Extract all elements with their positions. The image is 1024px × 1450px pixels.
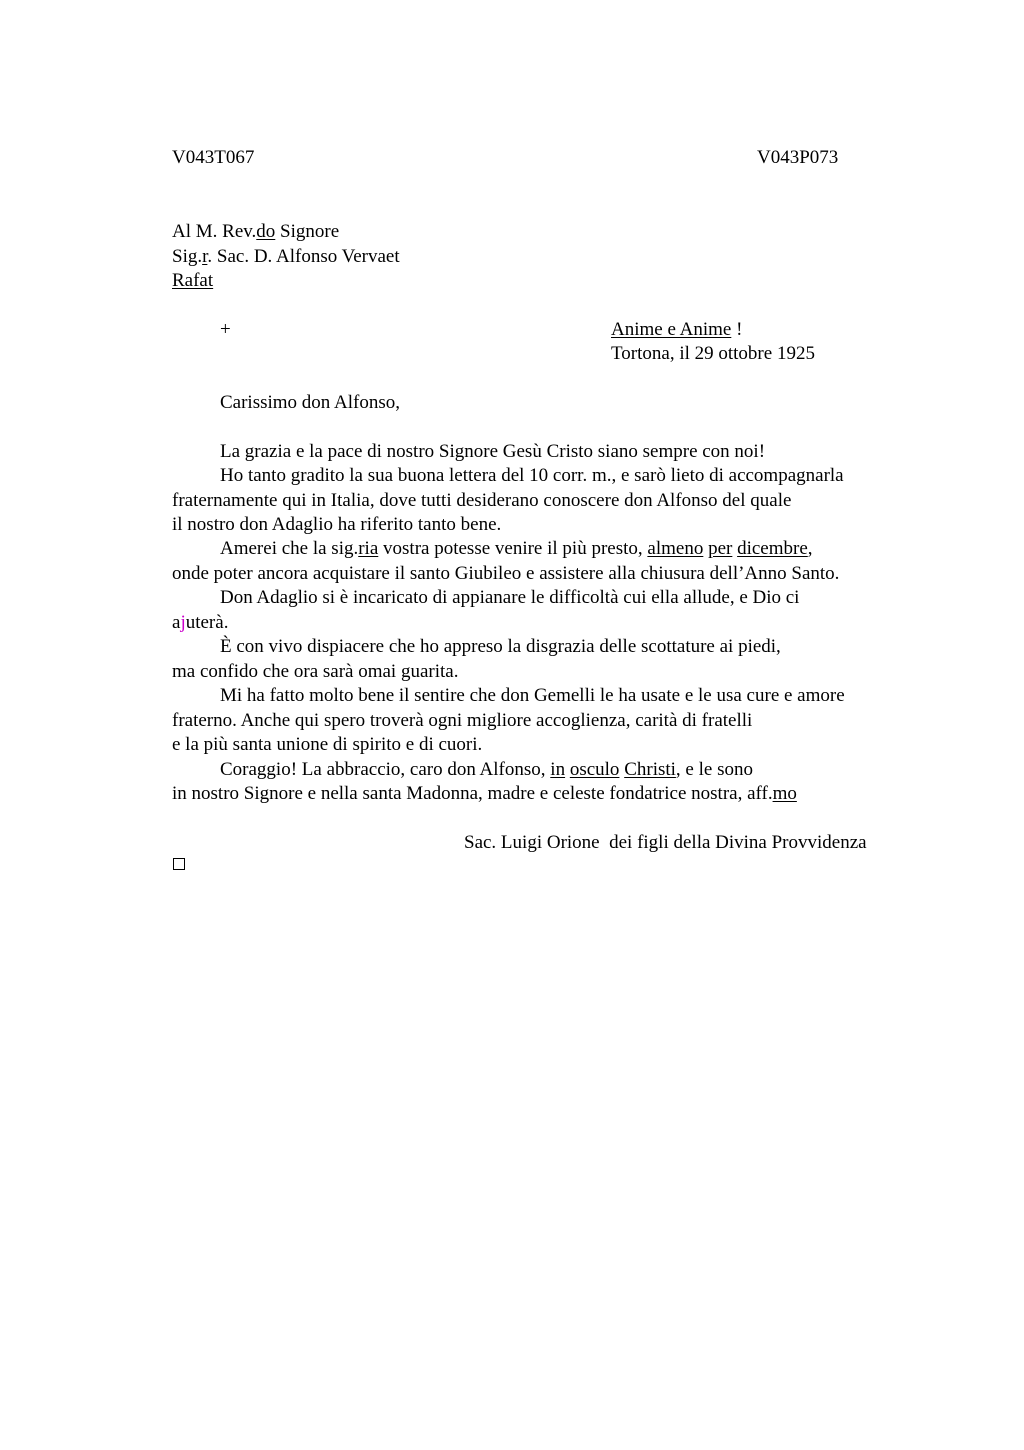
body-text: ,	[807, 538, 813, 559]
address-line-1-pre: Al M. Rev.	[172, 221, 257, 242]
address-line-2-abbrev: r	[202, 246, 208, 267]
body-abbrev: mo	[772, 783, 797, 804]
signature: Sac. Luigi Orione dei figli della Divina Provvidenza	[464, 832, 867, 853]
address-line-2-pre: Sig.	[172, 246, 203, 267]
body-line: fraterno. Anche qui spero troverà ogni migliore accoglienza, carità di fratelli	[172, 710, 753, 731]
document-code-left: V043T067	[172, 147, 255, 168]
body-text: Coraggio! La abbraccio, caro don Alfonso,	[220, 759, 551, 780]
address-line-1-abbrev: do	[256, 221, 276, 242]
body-line: ma confido che ora sarà omai guarita.	[172, 661, 459, 682]
address-line-1-post: Signore	[275, 221, 340, 242]
address-line-2-post: . Sac. D. Alfonso Vervaet	[207, 246, 400, 267]
cross-mark: +	[220, 319, 231, 340]
body-line: e la più santa unione di spirito e di cuori.	[172, 734, 483, 755]
body-text: a	[172, 612, 181, 633]
body-highlighted-letter: j	[180, 612, 186, 633]
body-line: La grazia e la pace di nostro Signore Gesù Cristo siano sempre con noi!	[220, 441, 766, 462]
date-place: Tortona, il 29 ottobre 1925	[611, 343, 815, 364]
body-line	[220, 758, 753, 782]
motto-rest: !	[731, 319, 743, 340]
body-line	[172, 782, 797, 806]
body-underlined: osculo	[569, 759, 620, 780]
body-text: , e le sono	[675, 759, 753, 780]
square-box-icon	[173, 858, 185, 870]
body-line	[172, 611, 228, 635]
body-underlined: Christi	[624, 759, 676, 780]
body-underlined: dicembre	[737, 538, 808, 559]
document-code-right: V043P073	[757, 147, 839, 168]
body-line: Mi ha fatto molto bene il sentire che don Gemelli le ha usate e le usa cure e amore	[220, 685, 845, 706]
body-line: il nostro don Adaglio ha riferito tanto bene.	[172, 514, 502, 535]
body-line	[220, 537, 813, 561]
body-line: onde poter ancora acquistare il santo Giubileo e assistere alla chiusura dell’Anno Santo.	[172, 563, 840, 584]
address-line-2	[172, 245, 400, 269]
body-text: in nostro Signore e nella santa Madonna, madre e celeste fondatrice nostra, aff.	[172, 783, 773, 804]
body-abbrev: ria	[358, 538, 379, 559]
body-underlined: in	[550, 759, 566, 780]
body-line: fraternamente qui in Italia, dove tutti desiderano conoscere don Alfonso del quale	[172, 490, 792, 511]
body-line: Ho tanto gradito la sua buona lettera del 10 corr. m., e sarò lieto di accompagnarla	[220, 465, 844, 486]
body-text: vostra potesse venire il più presto,	[378, 538, 648, 559]
address-place: Rafat	[172, 270, 214, 291]
body-line: È con vivo dispiacere che ho appreso la disgrazia delle scottature ai piedi,	[220, 636, 781, 657]
body-underlined: per	[708, 538, 733, 559]
body-line: Don Adaglio si è incaricato di appianare le difficoltà cui ella allude, e Dio ci	[220, 587, 800, 608]
salutation: Carissimo don Alfonso,	[220, 392, 400, 413]
body-underlined: almeno	[647, 538, 704, 559]
address-line-1	[172, 220, 339, 244]
body-text: uterà.	[185, 612, 229, 633]
motto	[611, 318, 742, 342]
body-text: Amerei che la sig.	[220, 538, 359, 559]
motto-underlined: Anime e Anime	[611, 319, 732, 340]
